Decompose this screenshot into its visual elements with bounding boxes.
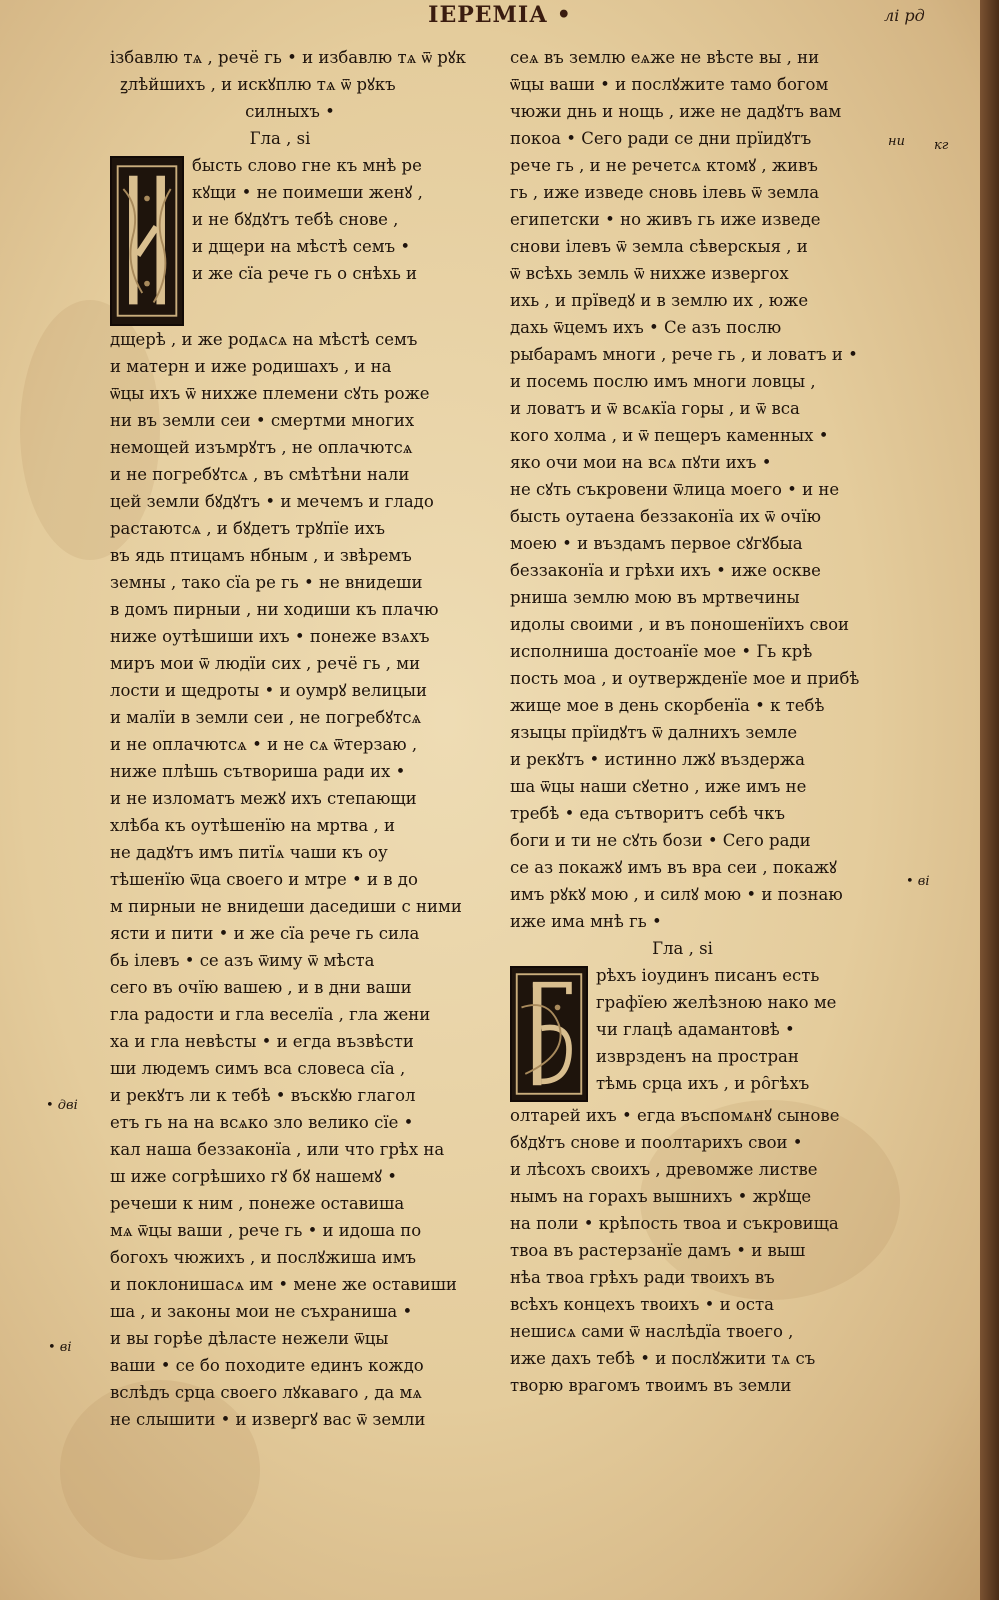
text-line: въ ядь птицамъ нбным , и звѣремъ [110,546,412,565]
text-line: и ловатъ и ѿ всѧкїа горы , и ѿ вса [510,399,800,418]
text-line: нѣа твоа грѣхъ ради твоихъ въ [510,1268,775,1287]
text-line: боги и ти не сꙋть бози • Сего ради [510,831,811,850]
text-line: ихь , и прїведꙋ и в землю их , юже [510,291,809,310]
text-line: нымъ на горахъ вышнихъ • жрꙋще [510,1187,812,1206]
text-line: тѣшенїю ѿца своего и мтре • и в до [110,870,418,889]
text-line: рѣхъ іоудинъ писанъ есть [596,966,820,985]
initial-ornament-icon [512,968,586,1100]
text-line: рыбарамъ многи , рече гь , и ловатъ и • [510,345,858,364]
text-line: бысть оутаена беззаконїа их ѿ очїю [510,507,821,526]
text-line: богохъ чюжихъ , и послꙋжиша имъ [110,1248,417,1267]
left-body-text [110,326,500,1433]
text-line: рече гь , и не речетсѧ ктомꙋ , живъ [510,156,818,175]
text-line: сеѧ въ землю еѧже не вѣсте вы , ни [510,48,820,67]
text-line: и рекꙋтъ ли к тебѣ • въскꙋю глагол [110,1086,416,1105]
text-line: ізбавлю тѧ , речё гь • и избавлю тѧ ѿ рꙋк [110,48,466,67]
chapter-heading: Гла , ѕі [652,939,713,958]
text-line: иже има мнѣ гь • [510,912,662,931]
text-line: имъ рꙋкꙋ мою , и силꙋ мою • и познаю [510,885,843,904]
text-line: яко очи мои на всѧ пꙋти ихъ • [510,453,772,472]
book-edge [980,0,999,1600]
text-line: графїею желѣзною нако ме [596,993,837,1012]
text-line: и поклонишасѧ им • мене же оставиши [110,1275,457,1294]
text-line: м пирныи не внидеши даседиши с ними [110,897,462,916]
margin-note: • ві [906,874,930,889]
text-line: тѣмь срца ихъ , и ро̑гѣхъ [596,1074,810,1093]
text-line: не слышити • и извергꙋ вас ѿ земли [110,1410,426,1429]
text-line: требѣ • еда сътворитъ себѣ чкъ [510,804,785,823]
text-line: дахь ѿцемъ ихъ • Се азъ послю [510,318,782,337]
text-line: творю врагомъ твоимъ въ земли [510,1376,792,1395]
text-line: пость моа , и оутвержденїе мое и прибѣ [510,669,860,688]
text-line: силныхъ • [245,102,335,121]
text-line: и посемь послю имъ многи ловцы , [510,372,816,391]
right-body-text-top [510,44,895,935]
text-line: ѿцы ихъ ѿ нихже племени сꙋть роже [110,384,430,403]
text-line: нешисѧ сами ѿ наслѣдїа твоего , [510,1322,794,1341]
running-title: ІЕРЕМІА • [428,2,572,28]
text-line: лости и щедроты • и оумрꙋ велицыи [110,681,428,700]
right-body-text [510,1102,895,1399]
text-line: речеши к ним , понеже оставиша [110,1194,405,1213]
text-line: исполниша достоанїе мое • Гь крѣ [510,642,813,661]
text-line: ясти и пити • и же сїа рече гь сила [110,924,420,943]
text-line: языцы прїидꙋтъ ѿ далнихъ земле [510,723,798,742]
text-line: и не бꙋдꙋтъ тебѣ снове , [192,210,399,229]
left-column [110,44,500,1433]
text-line: гла радости и гла веселїа , гла жени [110,1005,431,1024]
text-line: и не погребꙋтсѧ , въ смѣтѣни нали [110,465,410,484]
text-line: рниша землю мою въ мртвечины [510,588,800,607]
text-line: в домъ пирныи , ни ходиши къ плачю [110,600,439,619]
margin-note: • ві [48,1340,72,1355]
text-line: ши людемъ симъ вса словеса сїа , [110,1059,406,1078]
initial-ornament-icon [112,158,182,324]
text-line: бꙋдꙋтъ снове и поолтарихъ свои • [510,1133,803,1152]
text-line: иже дахъ тебѣ • и послꙋжити тѧ съ [510,1349,816,1368]
text-line: немощей изъмрꙋтъ , не оплачютсѧ [110,438,413,457]
text-line: гь , иже изведе сновь ілевь ѿ земла [510,183,820,202]
text-line: и малїи в земли сеи , не погребꙋтсѧ [110,708,422,727]
margin-note: кг [934,138,949,153]
text-line: земны , тако сїа ре гь • не внидеши [110,573,423,592]
text-line: ша ѿцы наши сꙋетно , иже имъ не [510,777,807,796]
text-line: се аз покажꙋ имъ въ вра сеи , покажꙋ [510,858,837,877]
text-line: покоа • Сего ради се дни прїидꙋтъ [510,129,812,148]
text-line: и лѣсохъ своихъ , древомже листве [510,1160,818,1179]
text-line: хлѣба къ оутѣшенїю на мртва , и [110,816,395,835]
text-line: на поли • крѣпость твоа и съкровища [510,1214,839,1233]
decorated-initial [510,966,588,1102]
text-line: не дадꙋтъ имъ питїѧ чаши къ оу [110,843,388,862]
text-line: растаютсѧ , и бꙋдетъ трꙋпїе ихъ [110,519,386,538]
text-line: бысть слово гне къ мнѣ ре [192,156,422,175]
text-line: бь ілевъ • се азъ ѿиму ѿ мѣста [110,951,375,970]
text-line: кого холма , и ѿ пещеръ каменных • [510,426,829,445]
text-line: ш иже согрѣшихо гꙋ бꙋ нашемꙋ • [110,1167,397,1186]
text-line: етъ гь на на всѧко зло велико сїе • [110,1113,414,1132]
text-line: дщерѣ , и же родѧсѧ на мѣстѣ семъ [110,330,418,349]
text-line: ха и гла невѣсты • и егда възвѣсти [110,1032,414,1051]
decorated-initial [110,156,184,326]
text-line: не сꙋть съкровени ѿлица моего • и не [510,480,840,499]
text-line: и рекꙋтъ • истинно лжꙋ въздержа [510,750,805,769]
text-line: ша , и законы мои не съхраниша • [110,1302,413,1321]
margin-note: • дві [46,1098,78,1113]
text-line: кал наша беззаконїа , или что грѣх на [110,1140,445,1159]
text-line: олтарей ихъ • егда въспомѧнꙋ сынове [510,1106,840,1125]
text-line: вслѣдъ срца своего лꙋкаваго , да мѧ [110,1383,423,1402]
right-column [510,44,895,1399]
text-line: моею • и въздамъ первое сꙋгꙋбыа [510,534,803,553]
text-line: и же сїа рече гь о снѣхь и [192,264,418,283]
text-line: и вы горѣе дѣласте нежели ѿцы [110,1329,389,1348]
text-line: ваши • се бо походите единъ кождо [110,1356,424,1375]
text-line: сего въ очїю вашею , и в дни ваши [110,978,412,997]
text-line: снови ілевъ ѿ земла сѣверскыя , и [510,237,808,256]
text-line: цей земли бꙋдꙋтъ • и мечемъ и гладо [110,492,434,511]
text-line: жище мое в день скорбенїа • к тебѣ [510,696,825,715]
text-line: чюжи днь и нощь , иже не дадꙋтъ вам [510,102,842,121]
text-line: ѿ всѣхь земль ѿ нихже извергох [510,264,789,283]
text-line: ѿцы ваши • и послꙋжите тамо богом [510,75,829,94]
chapter-heading: Гла , ѕі [249,129,311,148]
text-line: ниже плѣшь сътвориша ради их • [110,762,406,781]
text-line: ꙁлѣйшихъ , и искꙋплю тѧ ѿ рꙋкъ [120,75,396,94]
folio-number: лі рд [884,6,925,25]
text-line: твоа въ растерзанїе дамъ • и выш [510,1241,806,1260]
text-line: беззаконїа и грѣхи ихъ • иже оскве [510,561,821,580]
text-line: чи глацѣ адамантовѣ • [596,1020,795,1039]
text-line: ниже оутѣшиши ихъ • понеже взѧхъ [110,627,430,646]
text-line: идолы своими , и въ поношенїихъ свои [510,615,849,634]
margin-note: ни [888,134,905,149]
text-line: всѣхъ концехъ твоихъ • и оста [510,1295,774,1314]
text-line: изврзденъ на простран [596,1047,799,1066]
text-line: и не изломатъ межꙋ ихъ степающи [110,789,417,808]
text-line: мѧ ѿцы ваши , рече гь • и идоша по [110,1221,422,1240]
text-line: ни въ земли сеи • смертми многих [110,411,415,430]
text-line: и не оплачютсѧ • и не сѧ ѿтерзаю , [110,735,418,754]
text-line: египетски • но живъ гь иже изведе [510,210,821,229]
text-line: кꙋщи • не поимеши женꙋ , [192,183,423,202]
text-line: миръ мои ѿ людїи сих , речё гь , ми [110,654,421,673]
text-line: и матерн и иже родишахъ , и на [110,357,392,376]
text-line: и дщери на мѣстѣ семъ • [192,237,411,256]
